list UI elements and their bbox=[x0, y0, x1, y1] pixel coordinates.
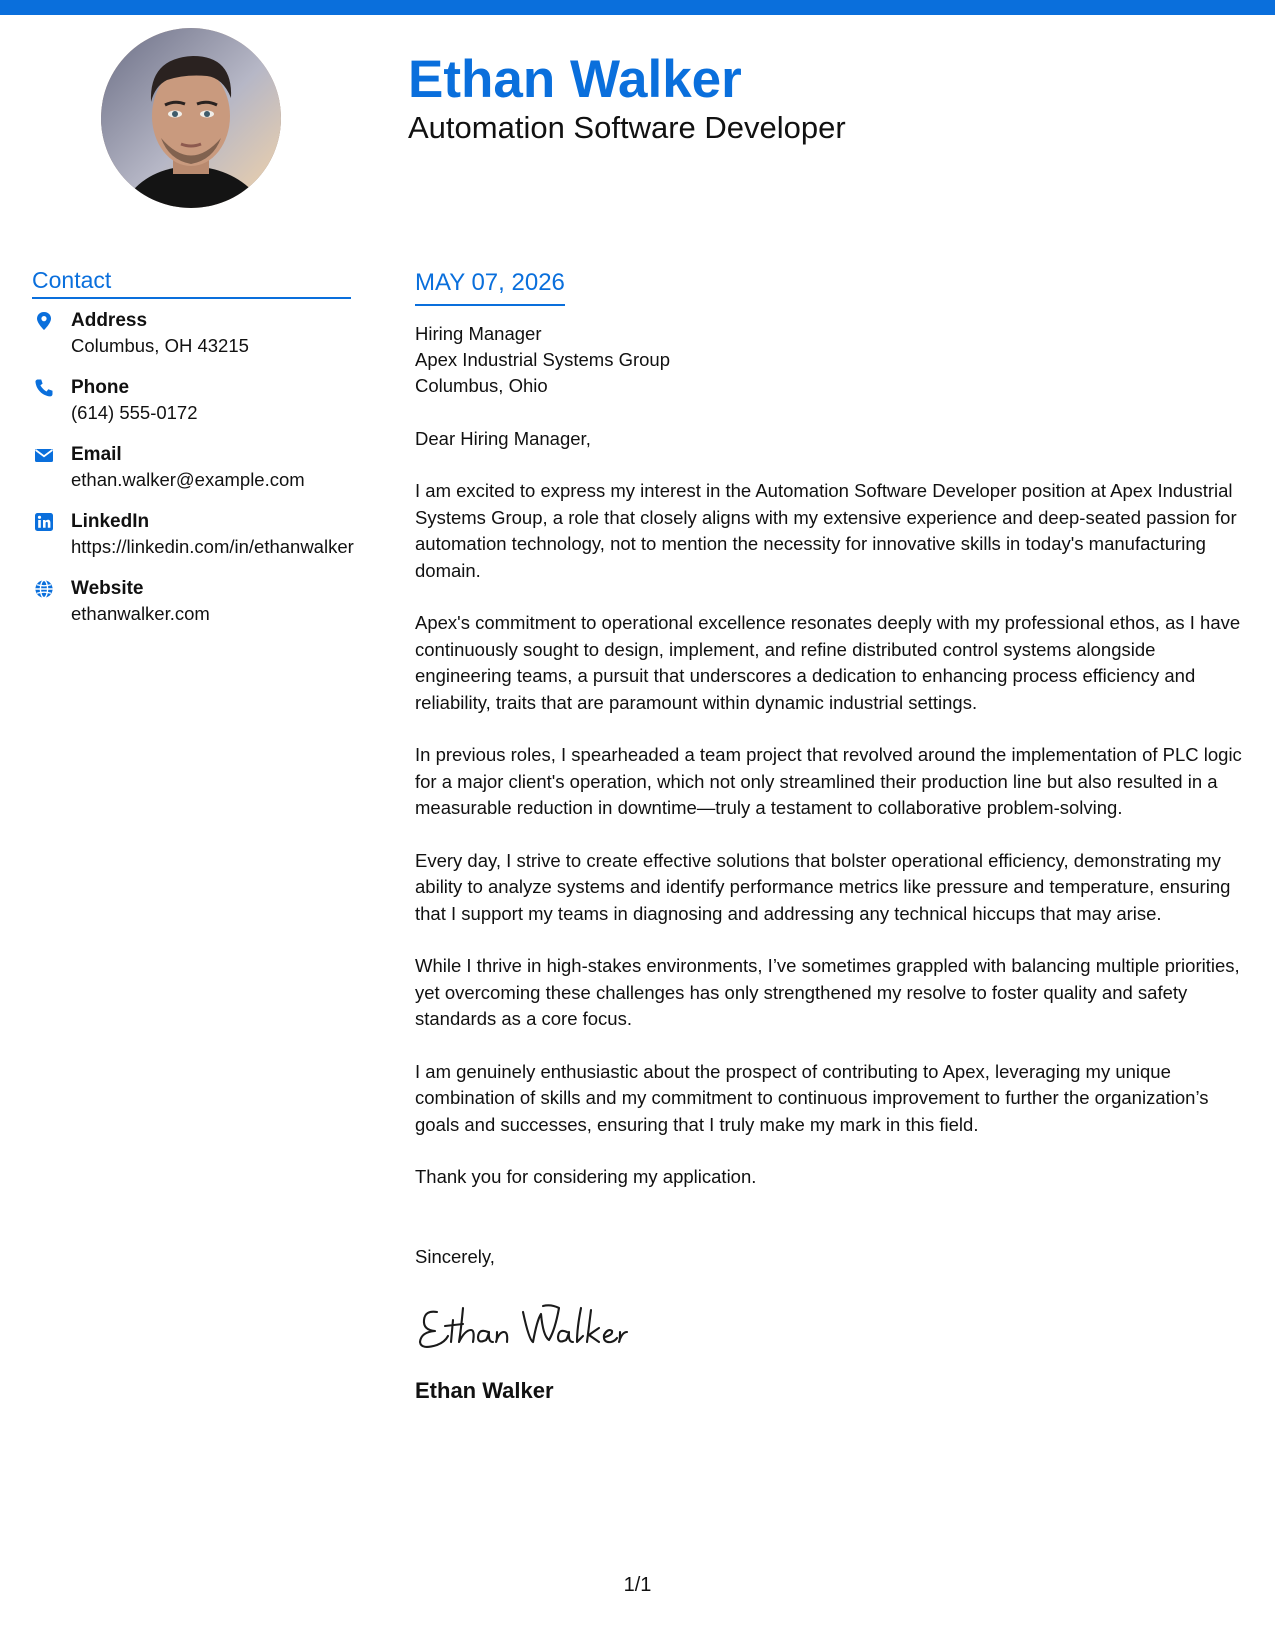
avatar bbox=[101, 28, 281, 208]
contact-item-linkedin bbox=[32, 509, 354, 559]
letter-body bbox=[415, 266, 1250, 1406]
contact-item-address bbox=[32, 308, 354, 358]
letter-paragraph: I am genuinely enthusiastic about the prospect of contributing to Apex, leveraging my unique combination of skills and my commitment to continuous improvement to further the organization’s goals and successes, ensuring that I truly make my mark in this field. bbox=[415, 1060, 1209, 1135]
applicant-name: Ethan Walker bbox=[408, 50, 742, 109]
phone-icon bbox=[34, 378, 54, 398]
recipient-block bbox=[415, 321, 1250, 399]
contact-list bbox=[32, 308, 354, 643]
letter-paragraph: Thank you for considering my application. bbox=[415, 1166, 757, 1187]
contact-item-phone bbox=[32, 375, 354, 425]
contact-value[interactable]: ethan.walker@example.com bbox=[71, 469, 305, 490]
contact-label: LinkedIn bbox=[71, 511, 150, 532]
applicant-title: Automation Software Developer bbox=[408, 110, 846, 145]
letter-paragraph: In previous roles, I spearheaded a team project that revolved around the implementation of PLC logic for a major client's operation, which not only streamlined their production line but also resulted in a measurable reduction in downtime—truly a testament to collaborative problem-solving. bbox=[415, 744, 1242, 818]
contact-value[interactable]: https://linkedin.com/in/ethanwalker bbox=[71, 536, 354, 557]
letter-paragraph: I am excited to express my interest in the Automation Software Developer position at Apex Industrial Systems Group, a role that closely aligns with my extensive experience and deep-seated passion for automation technology, not to mention the necessity for innovative skills in today's manufacturing domain. bbox=[415, 480, 1237, 581]
globe-icon bbox=[34, 579, 54, 599]
contact-item-website bbox=[32, 576, 354, 626]
top-accent-bar bbox=[0, 0, 1275, 15]
contact-label: Address bbox=[71, 310, 148, 331]
contact-label: Phone bbox=[71, 377, 130, 398]
contact-item-email bbox=[32, 442, 354, 492]
recipient-line: Columbus, Ohio bbox=[415, 375, 548, 396]
map-pin-icon bbox=[34, 311, 54, 331]
contact-label: Website bbox=[71, 578, 144, 599]
contact-heading: Contact bbox=[32, 264, 351, 299]
contact-value: Columbus, OH 43215 bbox=[71, 335, 249, 356]
recipient-line: Hiring Manager bbox=[415, 323, 542, 344]
linkedin-icon bbox=[34, 512, 54, 532]
mail-icon bbox=[34, 445, 54, 465]
salutation: Dear Hiring Manager, bbox=[415, 428, 591, 449]
page-number: 1/1 bbox=[623, 1574, 652, 1596]
contact-label: Email bbox=[71, 444, 122, 465]
closing: Sincerely, bbox=[415, 1245, 495, 1267]
letter-paragraph: Apex's commitment to operational excellence resonates deeply with my professional ethos, as I have continuously sought to design, implement, and refine distributed control systems alongside engineering teams, a pursuit that underscores a dedication to enhancing process efficiency and reliability, traits that are paramount within dynamic industrial settings. bbox=[415, 612, 1241, 713]
letter-paragraph: Every day, I strive to create effective solutions that bolster operational efficiency, demonstrating my ability to analyze systems and identify performance metrics like pressure and temperature, ensuring that I support my teams in diagnosing and addressing any technical hiccups that may arise. bbox=[415, 849, 1231, 924]
letter-date: MAY 07, 2026 bbox=[415, 266, 565, 306]
signer-name: Ethan Walker bbox=[415, 1377, 554, 1403]
contact-value[interactable]: ethanwalker.com bbox=[71, 603, 210, 624]
letter-paragraph: While I thrive in high-stakes environments, I’ve sometimes grappled with balancing multiple priorities, yet overcoming these challenges has only strengthened my resolve to foster quality and safety standards as a core focus. bbox=[415, 955, 1240, 1029]
contact-value: (614) 555-0172 bbox=[71, 402, 198, 423]
handwritten-signature bbox=[415, 1290, 645, 1350]
recipient-line: Apex Industrial Systems Group bbox=[415, 349, 670, 370]
